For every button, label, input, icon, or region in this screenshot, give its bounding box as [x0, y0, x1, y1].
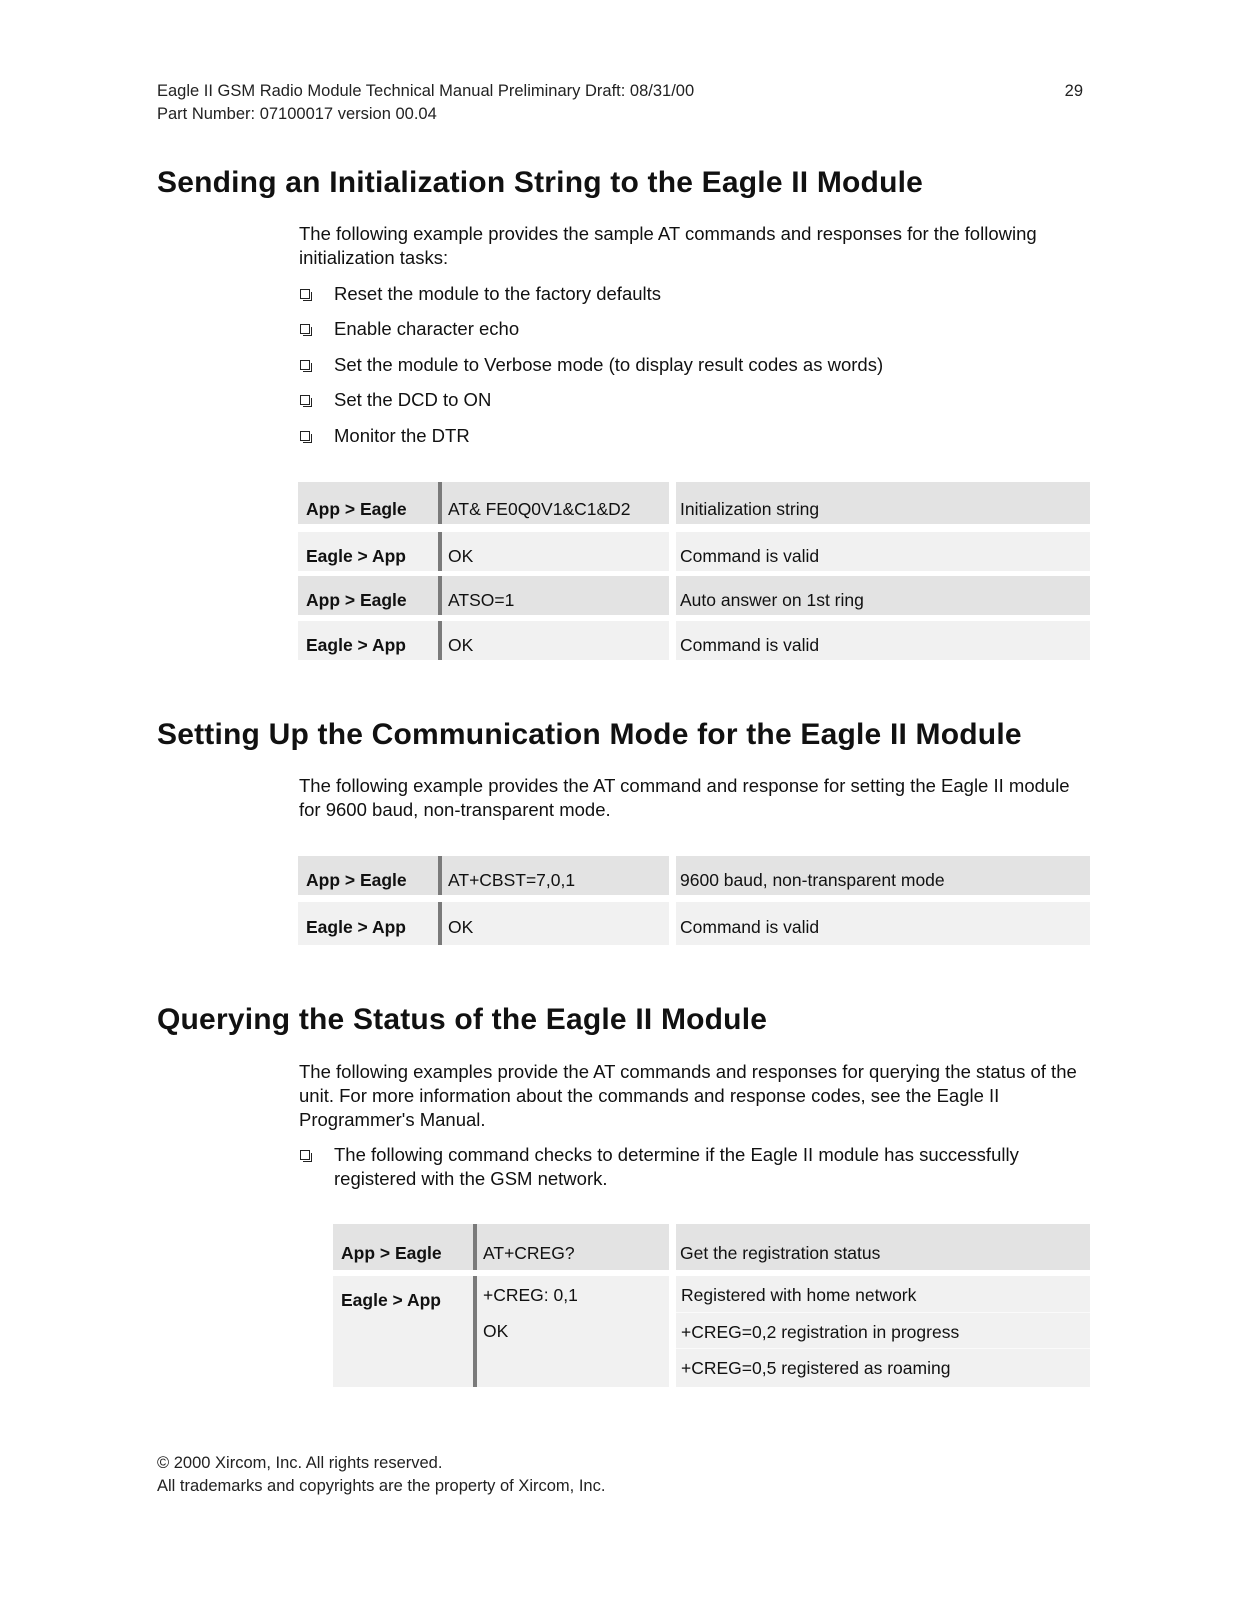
bullet-text: Reset the module to the factory defaults — [334, 283, 662, 304]
direction-cell: Eagle > App — [298, 621, 438, 660]
section3-title: Querying the Status of the Eagle II Module — [157, 1003, 768, 1036]
table-row — [298, 621, 1090, 660]
direction-cell: App > Eagle — [333, 1224, 473, 1270]
description-cell: 9600 baud, non-transparent mode — [676, 856, 1090, 895]
checkbox-bullet-icon — [300, 360, 310, 370]
page-number: 29 — [1064, 82, 1083, 100]
description-line: +CREG=0,5 registered as roaming — [676, 1348, 1090, 1384]
table-row — [298, 482, 1090, 524]
direction-cell: Eagle > App — [333, 1276, 473, 1387]
section2-title: Setting Up the Communication Mode for the Eagle II Module — [157, 718, 1022, 751]
description-cell: Command is valid — [676, 621, 1090, 660]
section1-intro: The following example provides the sample AT commands and responses for the following initialization tasks: — [299, 223, 1037, 268]
status-query-table — [333, 1224, 1090, 1387]
direction-cell: App > Eagle — [298, 856, 438, 895]
table-row — [298, 532, 1090, 571]
checkbox-bullet-icon — [300, 1150, 310, 1160]
description-cell: Get the registration status — [676, 1224, 1090, 1270]
bullet-text: Set the module to Verbose mode (to display result codes as words) — [334, 354, 884, 375]
direction-cell: Eagle > App — [298, 902, 438, 945]
bullet-item — [299, 282, 1089, 306]
command-cell: +CREG: 0,1 OK — [477, 1276, 669, 1387]
direction-cell: App > Eagle — [298, 576, 438, 615]
header-part-number: Part Number: 07100017 version 00.04 — [157, 105, 437, 123]
bullet-item — [299, 388, 1089, 412]
page-header — [157, 80, 1083, 126]
bullet-item — [299, 424, 1089, 448]
command-cell: OK — [442, 532, 669, 571]
checkbox-bullet-icon — [300, 289, 310, 299]
table-row — [298, 902, 1090, 945]
table-row — [298, 856, 1090, 895]
table-row — [298, 576, 1090, 615]
checkbox-bullet-icon — [300, 324, 310, 334]
init-command-table — [298, 482, 1090, 660]
trademark-text: All trademarks and copyrights are the property of Xircom, Inc. — [157, 1477, 606, 1495]
description-cell: Command is valid — [676, 902, 1090, 945]
command-cell: AT+CBST=7,0,1 — [442, 856, 669, 895]
description-cell: Auto answer on 1st ring — [676, 576, 1090, 615]
table-row — [333, 1276, 1090, 1387]
description-line: +CREG=0,2 registration in progress — [676, 1312, 1090, 1348]
description-cell: Command is valid — [676, 532, 1090, 571]
description-cell — [676, 1276, 1090, 1387]
checkbox-bullet-icon — [300, 395, 310, 405]
header-title: Eagle II GSM Radio Module Technical Manual Preliminary Draft: 08/31/00 — [157, 82, 695, 100]
bullet-text: Enable character echo — [334, 318, 520, 339]
description-line: Registered with home network — [681, 1285, 917, 1305]
comm-mode-table — [298, 856, 1090, 945]
checkbox-bullet-icon — [300, 431, 310, 441]
command-cell: OK — [442, 902, 669, 945]
bullet-text: The following command checks to determine if the Eagle II module has successfully registered with the GSM network. — [334, 1144, 1019, 1189]
direction-cell: Eagle > App — [298, 532, 438, 571]
section3-intro: The following examples provide the AT commands and responses for querying the status of the unit. For more information about the commands and response codes, see the Eagle II Programmer's Manual. — [299, 1061, 1077, 1130]
table-row — [333, 1224, 1090, 1270]
command-cell: AT& FE0Q0V1&C1&D2 — [442, 482, 669, 524]
page-footer — [157, 1452, 605, 1498]
command-cell: ATSO=1 — [442, 576, 669, 615]
command-cell: OK — [442, 621, 669, 660]
command-cell: AT+CREG? — [477, 1224, 669, 1270]
section1-title: Sending an Initialization String to the Eagle II Module — [157, 166, 924, 199]
direction-cell: App > Eagle — [298, 482, 438, 524]
bullet-item — [299, 353, 1089, 377]
bullet-text: Monitor the DTR — [334, 425, 470, 446]
bullet-item — [299, 1143, 1089, 1191]
bullet-text: Set the DCD to ON — [334, 389, 492, 410]
bullet-item — [299, 317, 1089, 341]
section2-intro: The following example provides the AT command and response for setting the Eagle II module for 9600 baud, non-transparent mode. — [299, 775, 1070, 820]
copyright-text: © 2000 Xircom, Inc. All rights reserved. — [157, 1454, 443, 1472]
description-cell: Initialization string — [676, 482, 1090, 524]
